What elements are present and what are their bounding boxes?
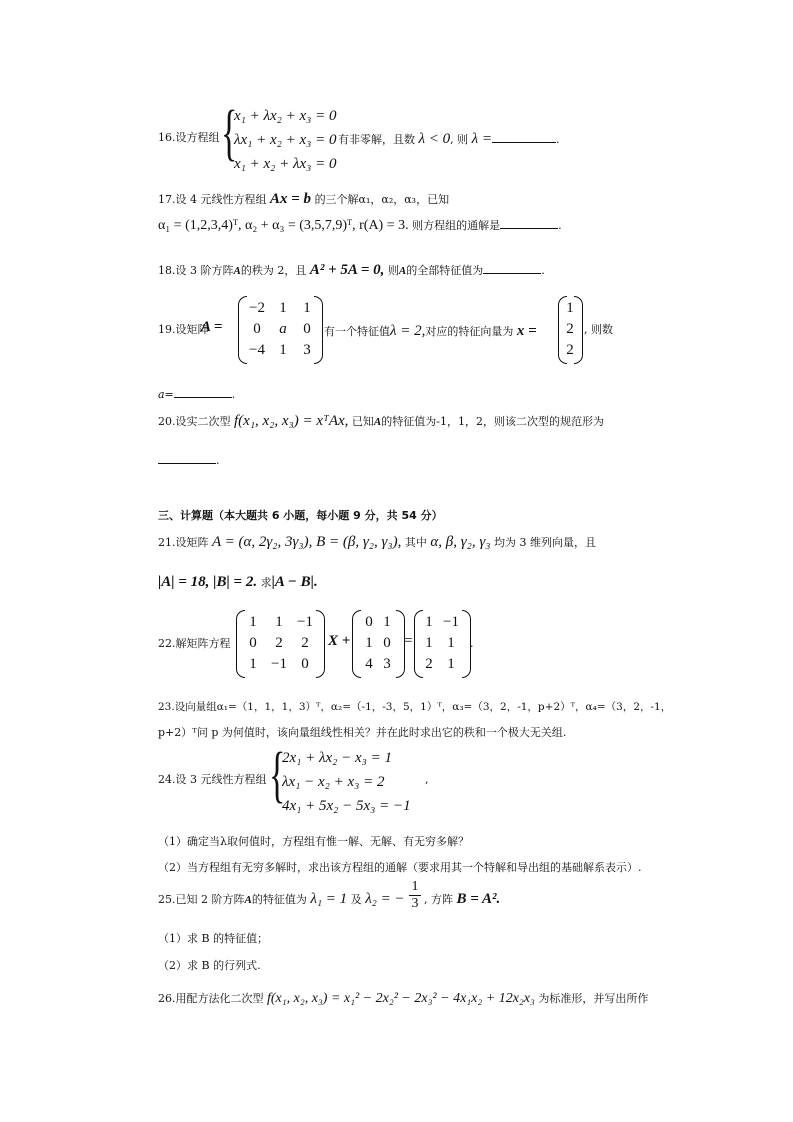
q17-prefix: 17.设 4 元线性方程组 bbox=[158, 193, 267, 206]
q19-m22: 3 bbox=[303, 342, 311, 358]
q25-num: 1 bbox=[411, 879, 419, 894]
q16-tail: , 则 bbox=[450, 133, 469, 146]
q16-system bbox=[234, 104, 336, 176]
q22-m3-20: 2 bbox=[425, 656, 433, 672]
q26-form: f(x₁, x₂, x₃) = x₁² − 2x₂² − 2x₃² − 4x₁x₂ + 12x₂x₃ bbox=[267, 991, 535, 1006]
q25-mid: 的特征值为 bbox=[251, 893, 307, 906]
q22-X: X + bbox=[328, 633, 351, 649]
q21-line2-text: 求 bbox=[260, 576, 272, 589]
q22-m1-12: 2 bbox=[301, 635, 309, 651]
q19-m12: 0 bbox=[303, 321, 311, 337]
q18-mid: 的秩为 2，且 bbox=[240, 264, 307, 277]
q25-l1: λ₁ = 1 bbox=[310, 891, 348, 907]
q23-line1: 23.设向量组α₁=（1，1，1，3）ᵀ，α₂=（-1，-3，5，1）ᵀ，α₃=（3，2，-1，p+2）ᵀ，α₄=（3，2，-1， bbox=[158, 701, 672, 713]
q26-tail: 为标准形，并写出所作 bbox=[538, 992, 649, 1005]
q19-blank[interactable] bbox=[174, 387, 232, 398]
q22-m3-21: 1 bbox=[447, 656, 455, 672]
q24-prefix: 24.设 3 元线性方程组 bbox=[158, 773, 267, 786]
q16-blank[interactable] bbox=[492, 132, 556, 143]
section-3-heading: 三、计算题（本大题共 6 小题，每小题 9 分，共 54 分） bbox=[158, 509, 443, 522]
q19-x: x = bbox=[516, 323, 537, 339]
q26-line bbox=[158, 992, 648, 1006]
q21-tail: 均为 3 维列向量，且 bbox=[493, 536, 596, 549]
q19-mid2: 对应的特征向量为 bbox=[425, 325, 514, 338]
q18-blank[interactable] bbox=[483, 263, 541, 274]
q22-m1-11: 2 bbox=[275, 635, 283, 651]
q21-line1 bbox=[158, 535, 596, 550]
q19-m01: 1 bbox=[279, 300, 287, 316]
q22-matrix-3 bbox=[414, 610, 468, 680]
q19-v0: 1 bbox=[566, 300, 574, 316]
q24-system bbox=[282, 746, 411, 818]
q25-tail-line bbox=[424, 892, 500, 907]
q19-m00: −2 bbox=[249, 300, 265, 316]
q22-m3-10: 1 bbox=[425, 635, 433, 651]
q20-A: A bbox=[373, 416, 382, 428]
q25-den: 3 bbox=[409, 895, 421, 912]
q21-mid: 其中 bbox=[404, 536, 427, 549]
q19-vec-paren-right bbox=[574, 296, 583, 364]
q19-lhs: A = bbox=[201, 319, 223, 335]
q16-eq2: λx₁ + x₂ + x₃ = 0 bbox=[234, 132, 337, 148]
q20-tail: 的特征值为-1，1，2，则该二次型的规范形为 bbox=[381, 415, 604, 428]
q17-eq: Ax = b bbox=[270, 191, 312, 207]
q20-mid: 已知 bbox=[351, 415, 374, 428]
q20-prefix: 20.设实二次型 bbox=[158, 415, 231, 428]
q22-prefix: 22.解矩阵方程 bbox=[158, 637, 231, 650]
q22-m2-00: 0 bbox=[365, 614, 373, 630]
q25-prefix: 25.已知 2 阶方阵 bbox=[158, 893, 245, 906]
q19-text bbox=[324, 324, 537, 339]
q16-text bbox=[338, 132, 560, 147]
q25-and: 及 bbox=[350, 893, 362, 906]
q22-m1-00: 1 bbox=[249, 614, 257, 630]
q19-prefix: 19.设矩阵 bbox=[158, 323, 209, 336]
q25-B: B = A². bbox=[456, 891, 501, 907]
q19-v2: 2 bbox=[566, 342, 574, 358]
q19-eig: λ = 2, bbox=[390, 323, 426, 339]
q22-end: . bbox=[470, 637, 474, 650]
q25-tail: , 方阵 bbox=[424, 893, 453, 906]
q23-line2: p+2）ᵀ问 p 为何值时，该向量组线性相关？并在此时求出它的秩和一个极大无关组. bbox=[158, 726, 567, 739]
q21-math: A = (α, 2γ₂, 3γ₃), B = (β, γ₂, γ₃), bbox=[212, 534, 402, 550]
q18-eq: A² + 5A = 0, bbox=[309, 262, 385, 278]
q22-m2-10: 1 bbox=[365, 635, 373, 651]
q19-mid: 有一个特征值 bbox=[324, 325, 390, 338]
q24-eq3: 4x₁ + 5x₂ − 5x₃ = −1 bbox=[282, 798, 411, 814]
q17-line1 bbox=[158, 192, 449, 207]
q16-end: . bbox=[556, 133, 560, 146]
q25-fraction bbox=[409, 879, 421, 912]
q22-m3-01: −1 bbox=[443, 614, 459, 630]
q22-matrix-1 bbox=[236, 610, 324, 680]
q16-eq3: x₁ + x₂ + λx₃ = 0 bbox=[234, 156, 337, 172]
q18-tail: 的全部特征值为 bbox=[406, 264, 484, 277]
q19-v1: 2 bbox=[566, 321, 574, 337]
q22-m2-11: 0 bbox=[383, 635, 391, 651]
q19-paren-right bbox=[314, 296, 323, 364]
q20-end: . bbox=[216, 454, 220, 467]
q17-text: 则方程组的通解是 bbox=[412, 219, 501, 232]
q21-prefix: 21.设矩阵 bbox=[158, 536, 209, 549]
q21-ask: |A − B|. bbox=[271, 574, 318, 590]
q19-m02: 1 bbox=[303, 300, 311, 316]
q18-A: A bbox=[233, 265, 241, 277]
q24-eq1: 2x₁ + λx₂ − x₃ = 1 bbox=[282, 750, 392, 766]
q22-m1-01: 1 bbox=[275, 614, 283, 630]
q22-matrix-2 bbox=[352, 610, 402, 680]
q22-m1-paren-right bbox=[316, 610, 325, 678]
q25-line bbox=[158, 892, 405, 907]
q18-end: . bbox=[541, 264, 545, 277]
q24-comma: , bbox=[425, 773, 429, 786]
q17-math: α₁ = (1,2,3,4)ᵀ, α₂ + α₃ = (3,5,7,9)ᵀ, r(A) = 3. bbox=[158, 218, 409, 233]
q16-prefix: 16.设方程组 bbox=[158, 131, 220, 144]
q22-m2-01: 1 bbox=[383, 614, 391, 630]
q18-A2: A bbox=[398, 265, 407, 277]
q16-eq1: x₁ + λx₂ + x₃ = 0 bbox=[234, 108, 337, 124]
q21-line2 bbox=[158, 575, 318, 590]
q17-mid: 的三个解α₁，α₂，α₃，已知 bbox=[314, 193, 450, 206]
q16-brace: { bbox=[221, 99, 238, 167]
q18-line bbox=[158, 263, 545, 278]
q22-m2-20: 4 bbox=[365, 656, 373, 672]
q20-line bbox=[158, 414, 604, 429]
q17-blank[interactable] bbox=[500, 218, 558, 229]
q22-m1-20: 1 bbox=[249, 656, 257, 672]
q16-ask: λ = bbox=[471, 131, 492, 147]
q25-part1: （1）求 B 的特征值； bbox=[158, 932, 269, 945]
q22-m1-10: 0 bbox=[249, 635, 257, 651]
q18-mid2: 则 bbox=[387, 264, 399, 277]
q22-m3-11: 1 bbox=[447, 635, 455, 651]
q24-eq2: λx₁ − x₂ + x₃ = 2 bbox=[282, 774, 385, 790]
q17-line2 bbox=[158, 218, 562, 233]
q19-matrix bbox=[238, 296, 322, 366]
q26-prefix: 26.用配方法化二次型 bbox=[158, 992, 264, 1005]
q16-cond: λ < 0 bbox=[418, 131, 451, 147]
q25-A: A bbox=[244, 894, 252, 906]
q19-tail: , 则数 bbox=[584, 323, 613, 336]
q24-part1: （1）确定当λ取何值时，方程组有惟一解、无解、有无穷多解？ bbox=[158, 835, 469, 848]
q22-m1-21: −1 bbox=[271, 656, 287, 672]
q20-form: f(x₁, x₂, x₃) = xᵀAx, bbox=[234, 413, 349, 429]
q19-vector bbox=[558, 296, 582, 366]
q22-eq: = bbox=[404, 633, 413, 649]
q19-m21: 1 bbox=[279, 342, 287, 358]
q21-vars: α, β, γ₂, γ₃ bbox=[430, 534, 491, 550]
q19-a-label: a= bbox=[158, 388, 174, 401]
q21-line2-math: |A| = 18, |B| = 2. bbox=[158, 574, 258, 590]
q19-end: . bbox=[231, 388, 236, 401]
q24-part2: （2）当方程组有无穷多解时，求出该方程组的通解（要求用其一个特解和导出组的基础解系表示）. bbox=[158, 861, 642, 874]
q19-line2 bbox=[158, 387, 235, 400]
q19-m20: −4 bbox=[249, 342, 265, 358]
q22-m1-22: 0 bbox=[301, 656, 309, 672]
q16-mid: 有非零解，且数 bbox=[338, 133, 415, 146]
q18-prefix: 18.设 3 阶方阵 bbox=[158, 264, 234, 277]
q17-end: . bbox=[558, 219, 562, 232]
q19-m11: a bbox=[279, 321, 287, 337]
q22-m3-00: 1 bbox=[425, 614, 433, 630]
q25-part2: （2）求 B 的行列式. bbox=[158, 959, 261, 972]
q24-brace: { bbox=[269, 741, 286, 809]
q25-l2: λ₂ = − bbox=[365, 891, 405, 907]
q22-m2-21: 3 bbox=[383, 656, 391, 672]
q19-m10: 0 bbox=[253, 321, 261, 337]
q22-m1-02: −1 bbox=[297, 614, 313, 630]
q20-blank[interactable] bbox=[158, 453, 216, 464]
q20-answer-line bbox=[158, 453, 220, 466]
